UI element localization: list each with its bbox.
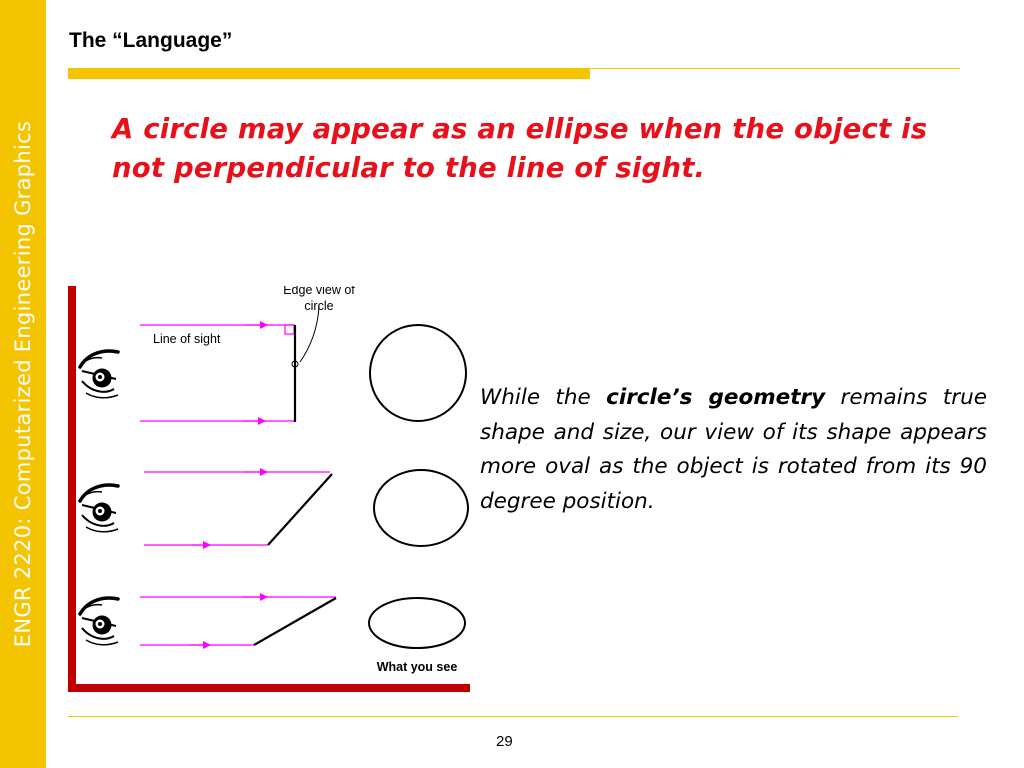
row-perpendicular bbox=[80, 306, 466, 422]
frame-bottom-bar bbox=[68, 684, 470, 692]
body-emphasis: circle’s geometry bbox=[606, 385, 826, 410]
view-circle bbox=[370, 325, 466, 421]
view-ellipse-narrow bbox=[369, 598, 465, 648]
ellipse-diagram bbox=[68, 286, 470, 692]
title-underline-thick bbox=[68, 68, 590, 79]
diagram-svg bbox=[68, 286, 470, 692]
title-underline-thin bbox=[590, 68, 960, 69]
row-tilted bbox=[80, 470, 468, 546]
body-text-part1: While the bbox=[480, 385, 607, 410]
footer-rule bbox=[68, 716, 958, 717]
edge-view-label-line1: Edge view of bbox=[283, 286, 355, 297]
slide-title: The “Language” bbox=[69, 29, 233, 52]
page-number: 29 bbox=[496, 733, 513, 750]
view-ellipse-medium bbox=[374, 470, 468, 546]
eye-icon bbox=[80, 351, 118, 398]
eye-icon bbox=[80, 598, 118, 645]
body-text-part2: remains true shape and size, our view of its shape appears more oval as the object is rotated from its 90 degree position. bbox=[480, 385, 987, 514]
eye-icon bbox=[80, 485, 118, 532]
headline: A circle may appear as an ellipse when the object is not perpendicular to the line of sight. bbox=[112, 113, 928, 184]
body-paragraph bbox=[480, 381, 987, 519]
line-of-sight-label: Line of sight bbox=[153, 332, 221, 346]
frame-left-bar bbox=[68, 286, 76, 692]
edge-view-label-line2: circle bbox=[304, 299, 334, 313]
row-more-tilted bbox=[80, 597, 465, 648]
what-you-see-label: What you see bbox=[376, 660, 458, 674]
course-title: ENGR 2220: Computarized Engineering Graphics bbox=[11, 120, 35, 648]
sidebar-band bbox=[0, 0, 46, 768]
